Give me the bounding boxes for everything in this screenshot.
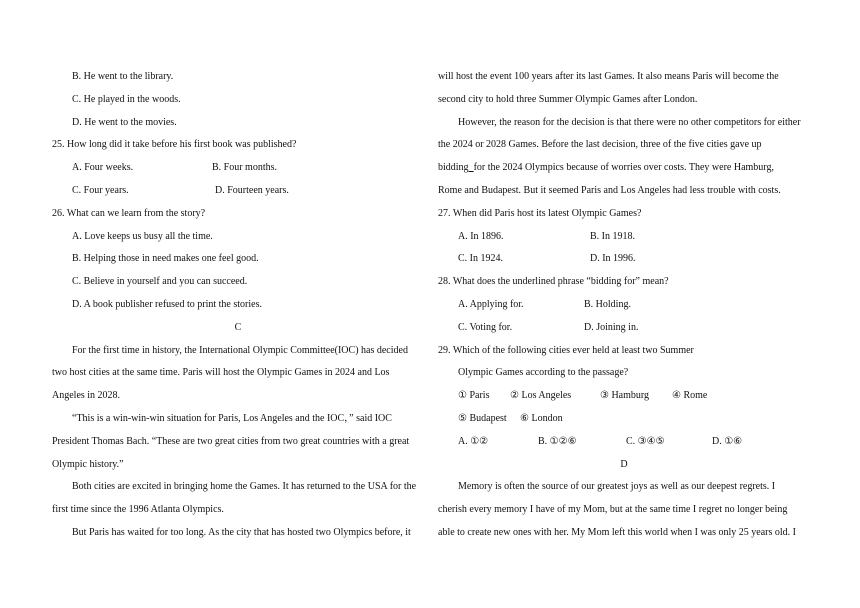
q25-option-b: B. Four months.: [212, 162, 278, 174]
q26-option-c: C. Believe in yourself and you can succeed.: [72, 276, 248, 288]
q29-options-row: [438, 431, 810, 454]
passage-c-line: However, the reason for the decision is that there were no other competitors for either: [458, 116, 801, 128]
passage-c-line: Angeles in 2028.: [52, 390, 121, 402]
q28-option-b: B. Holding.: [584, 298, 631, 310]
section-heading-c: C: [234, 321, 242, 333]
passage-c-line: “This is a win-win-win situation for Paris, Los Angeles and the IOC，” said IOC: [72, 412, 392, 424]
passage-c-line: Rome and Budapest. But it seemed Paris and Los Angeles had less trouble with costs.: [438, 184, 781, 196]
passage-c-line: Both cities are excited in bringing home the Games. It has returned to the USA for the: [72, 481, 417, 493]
right-column: [438, 66, 810, 545]
left-column: [52, 66, 424, 545]
q29-city: ⑤ Budapest: [458, 412, 507, 424]
q29-city: ② Los Angeles: [510, 390, 572, 402]
q29-question-cont: Olympic Games according to the passage?: [458, 367, 629, 379]
passage-c-line: But Paris has waited for too long. As the city that has hosted two Olympics before, it: [72, 526, 411, 538]
q29-cities-row2: [438, 408, 810, 431]
q27-option-b: B. In 1918.: [590, 230, 635, 242]
q28-option-a: A. Applying for.: [458, 298, 524, 310]
q25-option-a: A. Four weeks.: [72, 162, 134, 174]
q29-city: ③ Hamburg: [600, 390, 650, 402]
q28-option-c: C. Voting for.: [458, 321, 513, 333]
q29-option-a: A. ①②: [458, 435, 489, 447]
passage-c-line: will host the event 100 years after its last Games. It also means Paris will become the: [438, 71, 779, 82]
passage-c-line: Olympic history.”: [52, 458, 124, 470]
q28-option-d: D. Joining in.: [584, 321, 639, 333]
passage-d-line: Memory is often the source of our greatest joys as well as our deepest regrets. I: [458, 481, 776, 493]
passage-c-line-bidding: [438, 157, 810, 180]
q28-question: 28. What does the underlined phrase “bidding for” mean?: [438, 276, 669, 288]
q27-question: 27. When did Paris host its latest Olympic Games?: [438, 207, 642, 219]
q25-options-row1: [52, 157, 424, 180]
q26-option-b: B. Helping those in need makes one feel good.: [72, 253, 259, 265]
q25-question: 25. How long did it take before his first book was published?: [52, 139, 297, 151]
q26-option-d: D. A book publisher refused to print the stories.: [72, 298, 262, 310]
q27-option-d: D. In 1996.: [590, 253, 636, 265]
q26-question: 26. What can we learn from the story?: [52, 207, 206, 219]
passage-d-line: cherish every memory I have of my Mom, but at the same time I regret no longer being: [438, 504, 788, 516]
q29-option-c: C. ③④⑤: [626, 435, 665, 447]
q25-options-row2: [52, 180, 424, 203]
q27-option-a: A. In 1896.: [458, 230, 504, 242]
q27-option-c: C. In 1924.: [458, 253, 503, 265]
q24-option-b: B. He went to the library.: [72, 71, 174, 82]
passage-c-line: President Thomas Bach. “These are two great cities from two great countries with a great: [52, 435, 410, 447]
q29-city: ④ Rome: [672, 390, 708, 402]
passage-c-line: For the first time in history, the International Olympic Committee(IOC) has decided: [72, 344, 408, 356]
section-heading-d: D: [620, 458, 628, 470]
bidding-word: bidding: [438, 162, 469, 174]
bidding-rest: for the 2024 Olympics because of worries over costs. They were Hamburg,: [473, 162, 774, 174]
q24-option-d: D. He went to the movies.: [72, 116, 177, 128]
passage-c-line: the 2024 or 2028 Games. Before the last decision, three of the five cities gave up: [438, 139, 762, 151]
q28-options-row2: [438, 317, 810, 340]
passage-d-line: able to create new ones with her. My Mom left this world when I was only 25 years old. I: [438, 526, 796, 538]
q29-option-d: D. ①⑥: [712, 435, 743, 447]
q29-cities-row1: [438, 385, 810, 408]
q29-option-b: B. ①②⑥: [538, 435, 577, 447]
passage-c-line: first time since the 1996 Atlanta Olympics.: [52, 504, 224, 516]
q27-options-row2: [438, 248, 810, 271]
passage-c-line: two host cities at the same time. Paris will host the Olympic Games in 2024 and Los: [52, 367, 390, 379]
q28-options-row1: [438, 294, 810, 317]
q29-city: ① Paris: [458, 390, 490, 402]
q29-city: ⑥ London: [520, 412, 563, 424]
q27-options-row1: [438, 226, 810, 249]
q26-option-a: A. Love keeps us busy all the time.: [72, 230, 213, 242]
q29-question: 29. Which of the following cities ever held at least two Summer: [438, 344, 694, 356]
q25-option-c: C. Four years.: [72, 184, 129, 196]
q24-option-c: C. He played in the woods.: [72, 93, 181, 105]
passage-c-line: second city to hold three Summer Olympic Games after London.: [438, 93, 698, 105]
q25-option-d: D. Fourteen years.: [215, 184, 289, 196]
